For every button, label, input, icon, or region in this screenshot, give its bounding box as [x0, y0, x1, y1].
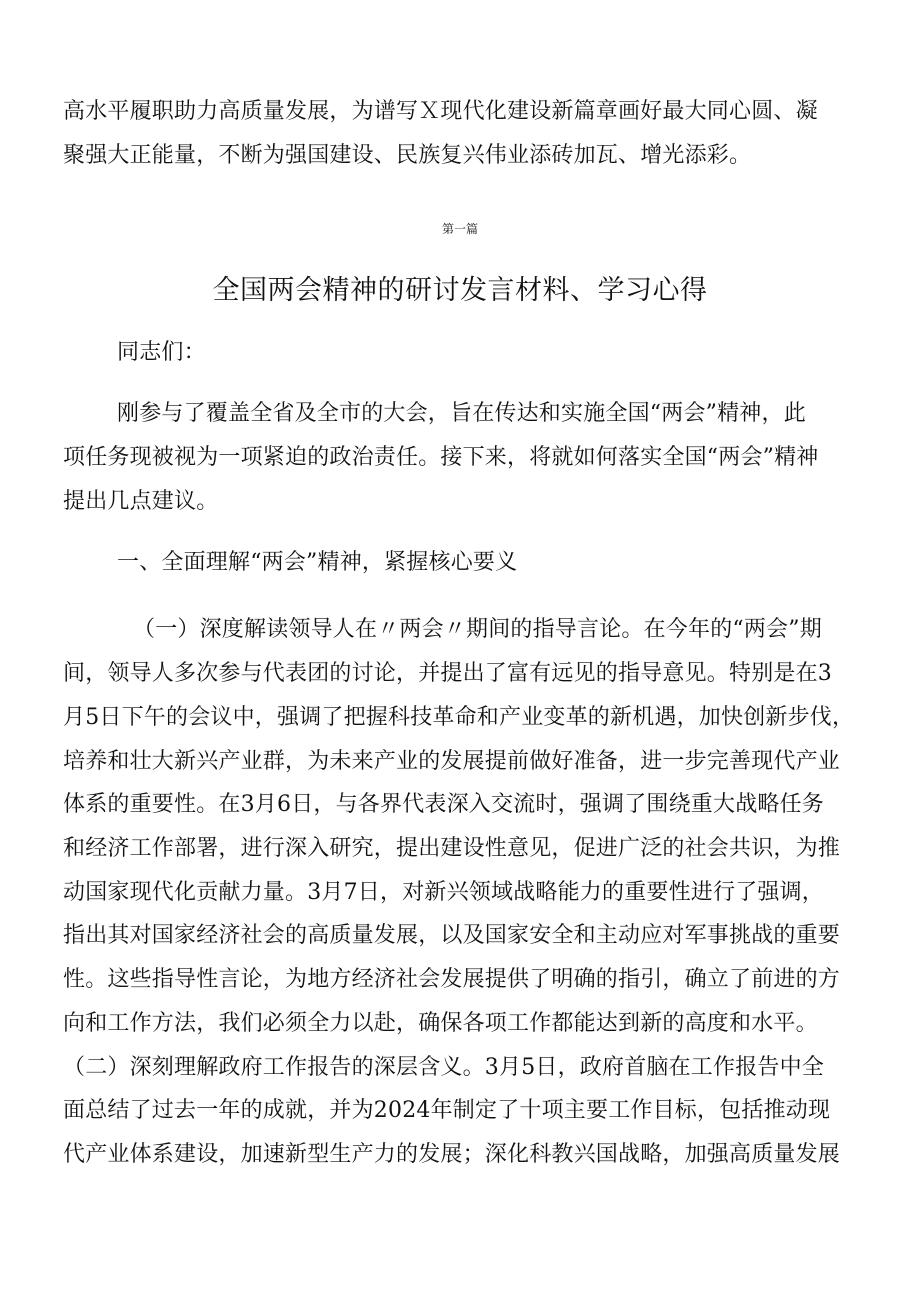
paragraph-line: 项任务现被视为一项紧迫的政治责任。接下来，将就如何落实全国“两会”精神: [63, 445, 819, 470]
paragraph-line: 刚参与了覆盖全省及全市的大会，旨在传达和实施全国“两会”精神，此: [117, 401, 806, 426]
paragraph-line: 指出其对国家经济社会的高质量发展，以及国家安全和主动应对军事挑战的重要: [63, 923, 841, 948]
intro-line: 聚强大正能量，不断为强国建设、民族复兴伟业添砖加瓦、增光添彩。: [63, 143, 752, 168]
intro-line: 高水平履职助力高质量发展，为谱写Ｘ现代化建设新篇章画好最大同心圆、凝: [63, 99, 818, 124]
section-heading: 一、全面理解“两会”精神，紧握核心要义: [117, 550, 518, 575]
paragraph-line: 动国家现代化贡献力量。3月7日，对新兴领域战略能力的重要性进行了强调，: [63, 880, 824, 905]
paragraph-line: （一）深度解读领导人在〃两会〃期间的指导言论。在今年的“两会”期: [133, 617, 822, 642]
salutation: 同志们：: [117, 340, 206, 365]
paragraph-line: （二）深刻理解政府工作报告的深层含义。3月5日，政府首脑在工作报告中全: [63, 1055, 824, 1080]
paragraph-line: 性。这些指导性言论，为地方经济社会发展提供了明确的指引，确立了前进的方: [63, 967, 841, 992]
paragraph-line: 面总结了过去一年的成就，并为2024年制定了十项主要工作目标，包括推动现: [63, 1098, 831, 1123]
paragraph-line: 培养和壮大新兴产业群，为未来产业的发展提前做好准备，进一步完善现代产业: [63, 749, 841, 774]
paragraph-line: 提出几点建议。: [63, 489, 219, 514]
paragraph-line: 和经济工作部署，进行深入研究，提出建设性意见，促进广泛的社会共识，为推: [63, 836, 841, 861]
section-label: 第一篇: [441, 222, 478, 236]
paragraph-line: 体系的重要性。在3月6日，与各界代表深入交流时，强调了围绕重大战略任务: [63, 792, 824, 817]
paragraph-line: 月5日下午的会议中，强调了把握科技革命和产业变革的新机遇，加快创新步伐，: [63, 705, 855, 730]
paragraph-line: 向和工作方法，我们必须全力以赴，确保各项工作都能达到新的高度和水平。: [63, 1011, 818, 1036]
document-title: 全国两会精神的研讨发言材料、学习心得: [212, 275, 708, 306]
paragraph-line: 代产业体系建设，加速新型生产力的发展；深化科教兴国战略，加强高质量发展: [63, 1142, 841, 1167]
paragraph-line: 间，领导人多次参与代表团的讨论，并提出了富有远见的指导意见。特别是在3: [63, 661, 832, 686]
